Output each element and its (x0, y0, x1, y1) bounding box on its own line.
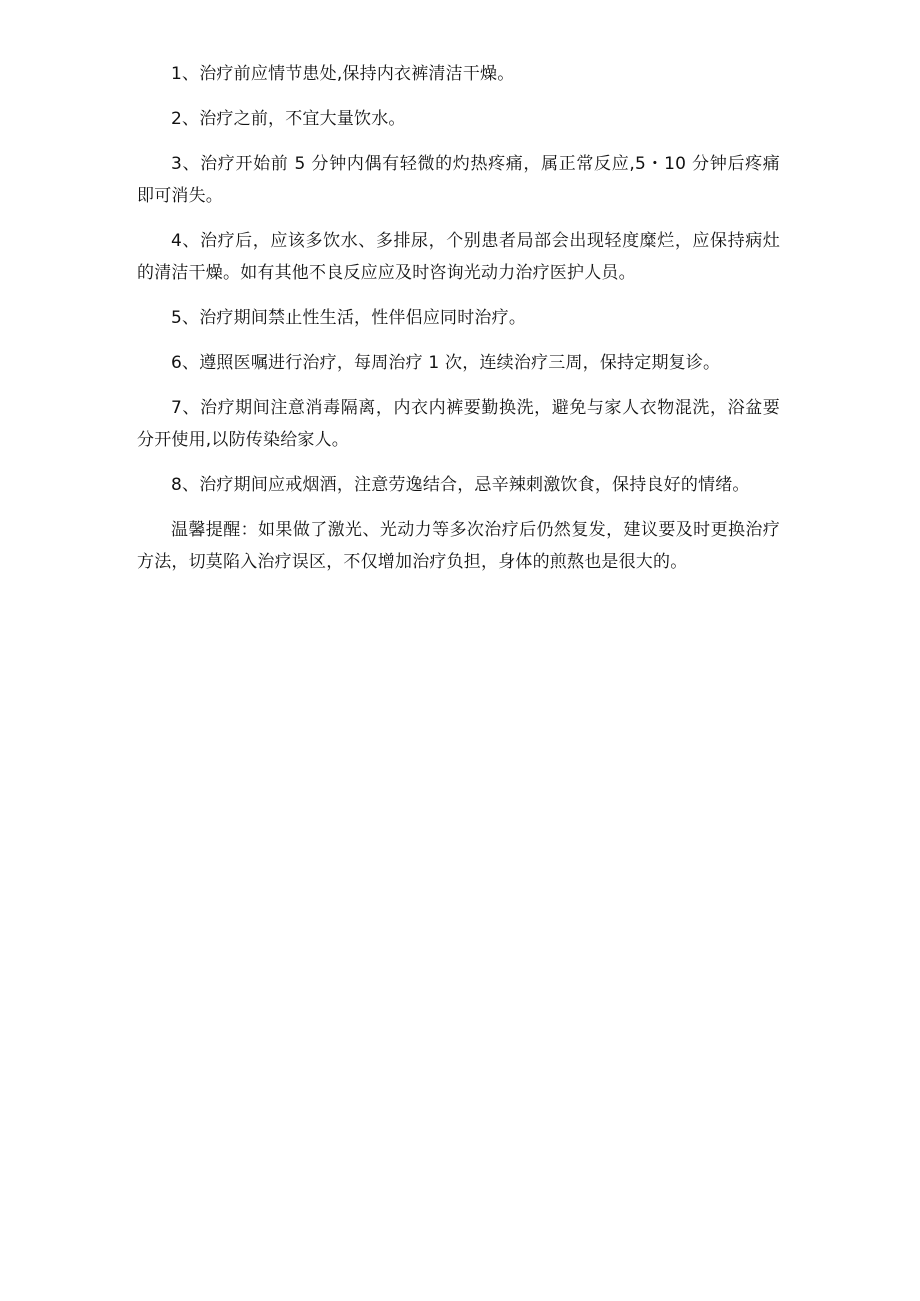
instruction-item-6: 6、遵照医嘱进行治疗，每周治疗 1 次，连续治疗三周，保持定期复诊。 (171, 353, 721, 373)
instruction-item-7: 7、治疗期间注意消毒隔离，内衣内裤要勤换洗，避免与家人衣物混洗，浴盆要分开使用,以防传染给家人。 (137, 398, 780, 450)
instruction-item-3: 3、治疗开始前 5 分钟内偶有轻微的灼热疼痛，属正常反应,5・10 分钟后疼痛即可消失。 (137, 154, 780, 206)
instruction-item-5: 5、治疗期间禁止性生活，性伴侣应同时治疗。 (171, 308, 527, 328)
document-page (137, 58, 780, 591)
instruction-item-4: 4、治疗后，应该多饮水、多排尿，个别患者局部会出现轻度糜烂，应保持病灶的清洁干燥。如有其他不良反应应及时咨询光动力治疗医护人员。 (137, 231, 780, 283)
instruction-item-2: 2、治疗之前，不宜大量饮水。 (171, 109, 406, 129)
instruction-item-1: 1、治疗前应情节患处,保持内衣裤清洁干燥。 (171, 64, 515, 84)
instruction-item-8: 8、治疗期间应戒烟酒，注意劳逸结合，忌辛辣刺激饮食，保持良好的情绪。 (171, 475, 750, 495)
reminder-paragraph: 温馨提醒：如果做了激光、光动力等多次治疗后仍然复发，建议要及时更换治疗方法，切莫陷入治疗误区，不仅增加治疗负担，身体的煎熬也是很大的。 (137, 520, 780, 572)
